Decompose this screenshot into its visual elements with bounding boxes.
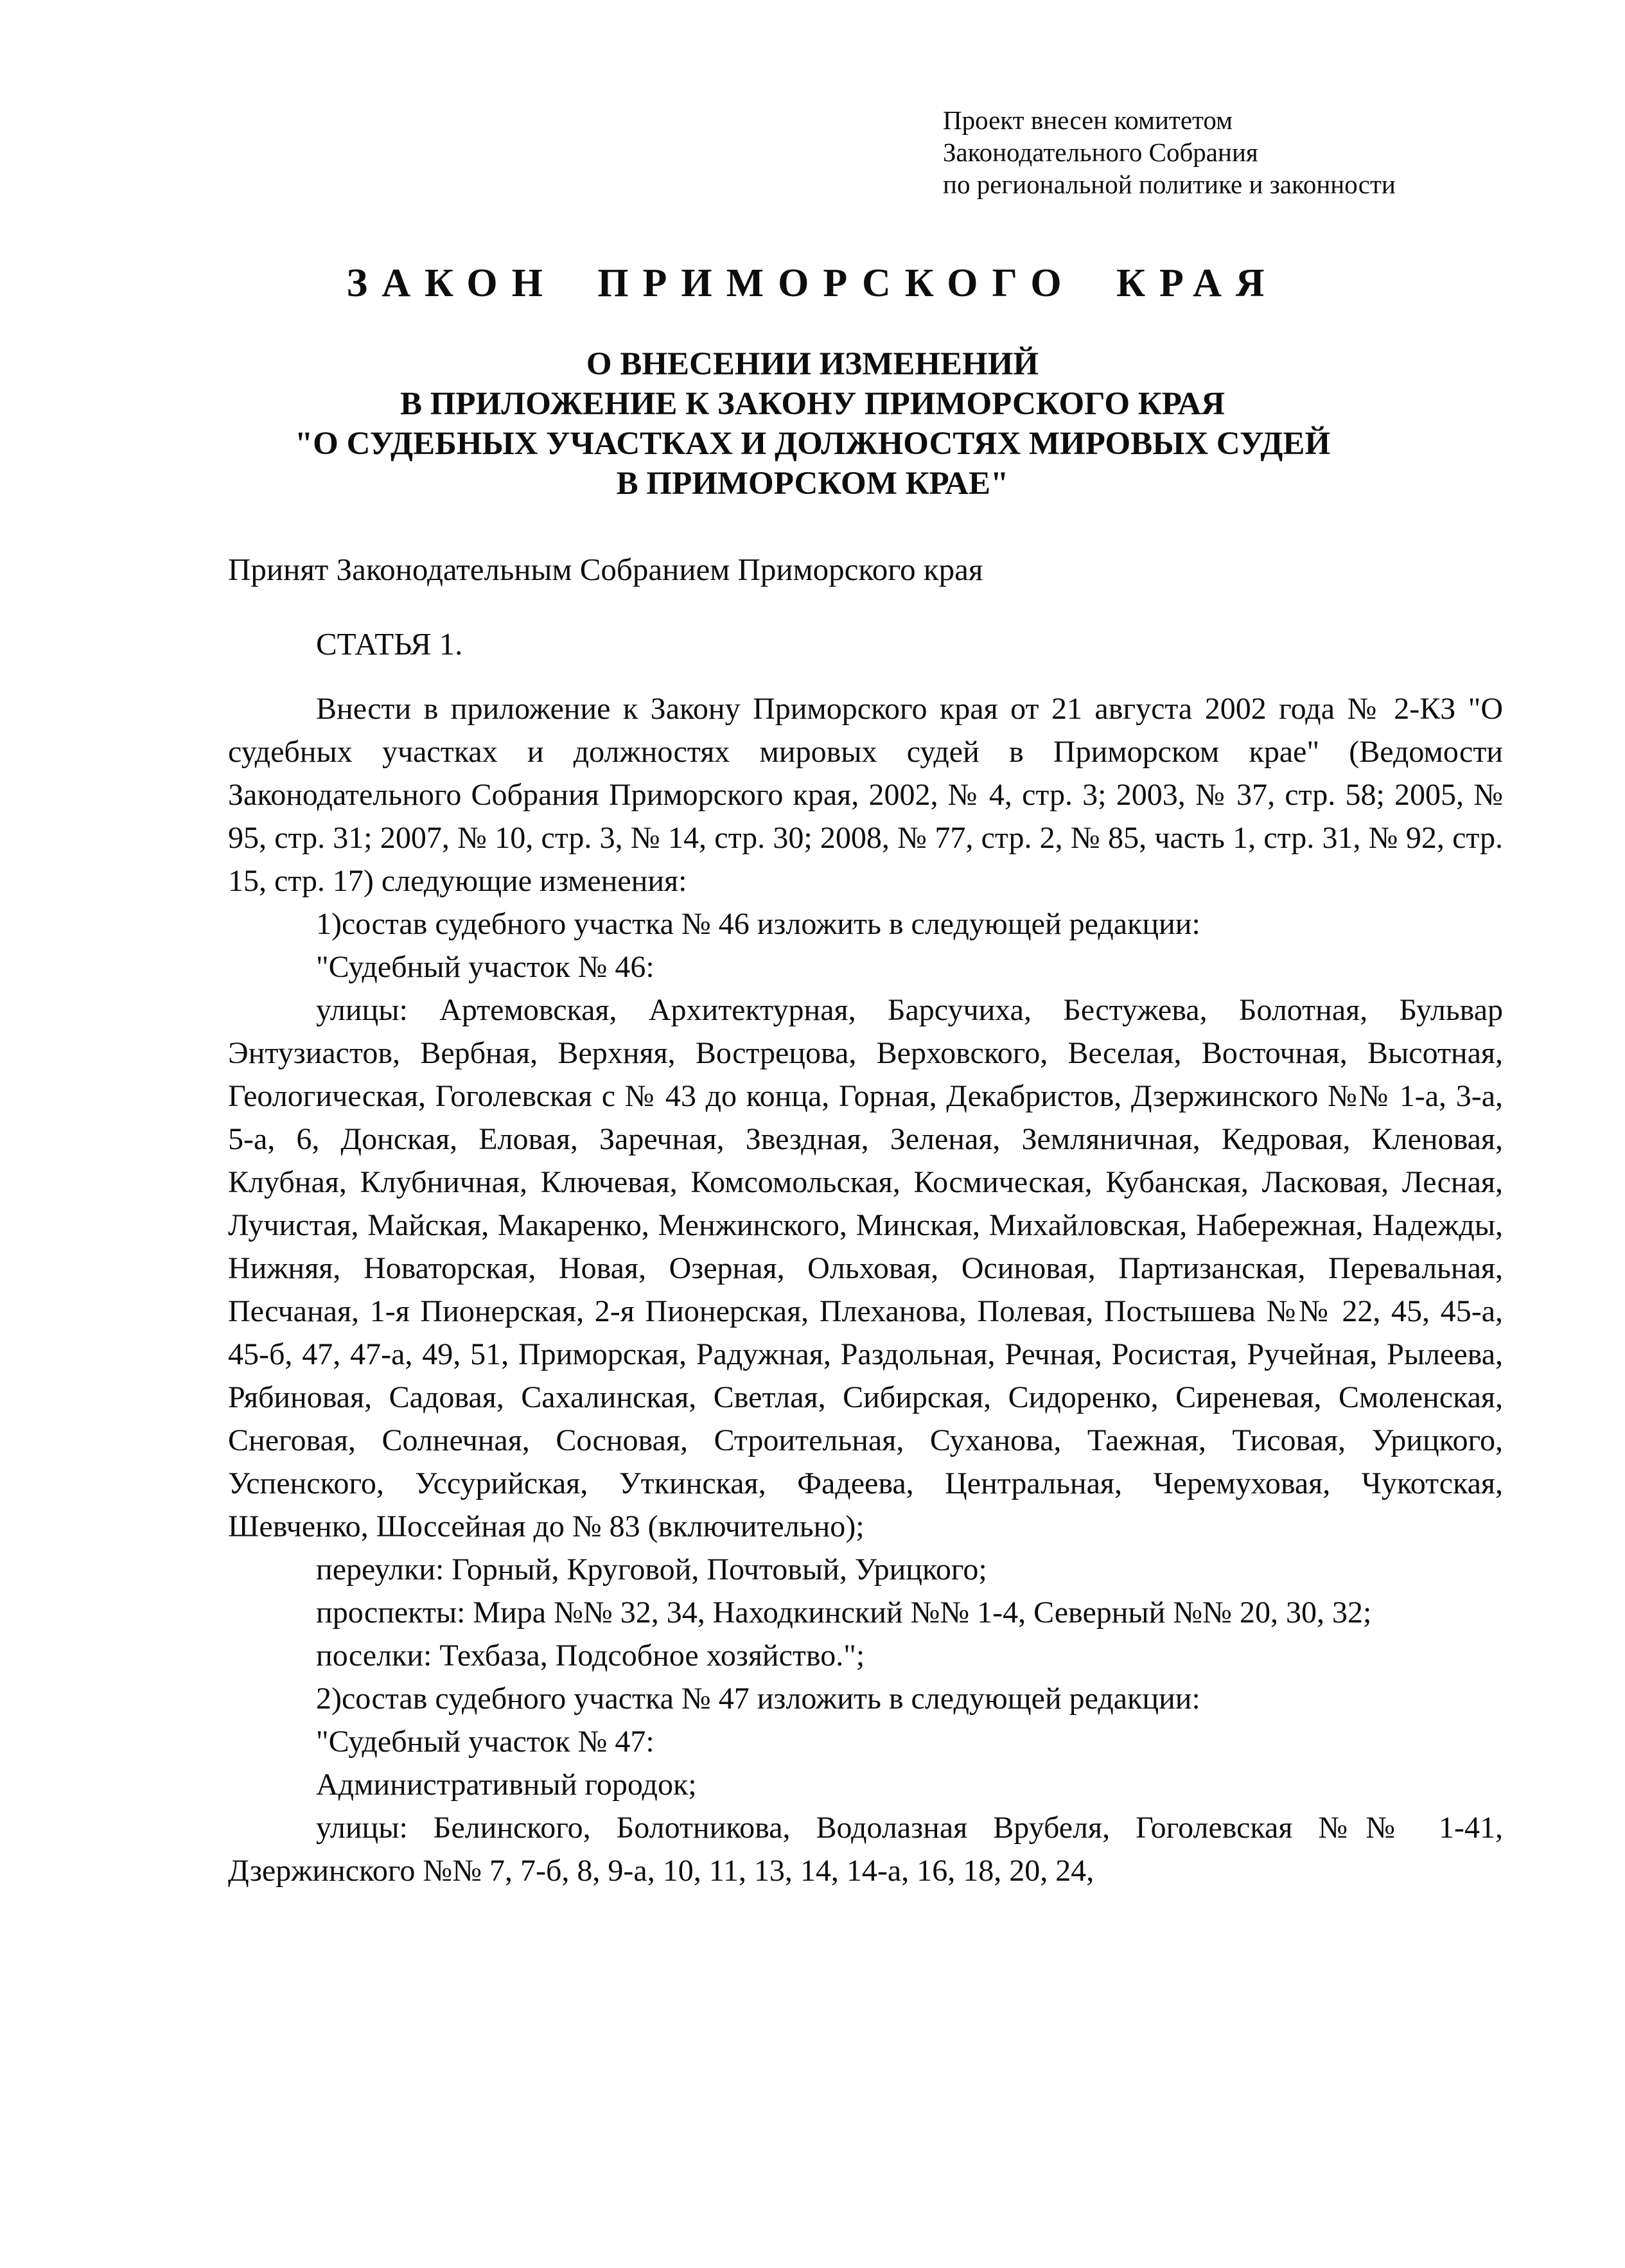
adopted-line: Принят Законодательным Собранием Приморского края [228, 552, 983, 587]
law-subtitle [90, 344, 1535, 504]
paragraph-item-1: 1)состав судебного участка № 46 изложить в следующей редакции: [316, 907, 1200, 941]
submission-note-line-2: Законодательного Собрания [943, 137, 1258, 167]
submission-note [943, 104, 1396, 200]
paragraph-item-2: 2)состав судебного участка № 47 изложить в следующей редакции: [316, 1682, 1200, 1716]
paragraph-precinct-46-avenues: проспекты: Мира №№ 32, 34, Находкинский №№ 1-4, Северный №№ 20, 30, 32; [316, 1596, 1372, 1630]
submission-note-line-1: Проект внесен комитетом [943, 105, 1233, 135]
law-subtitle-line-1: О ВНЕСЕНИИ ИЗМЕНЕНИЙ [586, 346, 1039, 382]
paragraph-amendment-intro: Внести в приложение к Закону Приморского края от 21 августа 2002 года № 2-КЗ "О судебных участках и должностях мировых судей в Приморском крае" (Ведомости Законодательного Собрания Приморского края, 2002, № 4, стр. 3; 2003, № 37, стр. 58; 2005, № 95, стр. 31; 2007, № 10, стр. 3, № 14, стр. 30; 2008, № 77, стр. 2, № 85, часть 1, стр. 31, № 92, стр. 15, стр. 17) следующие изменения: [228, 692, 1503, 898]
paragraph-precinct-46-settlements: поселки: Техбаза, Подсобное хозяйство."; [316, 1639, 865, 1673]
law-subtitle-line-4: В ПРИМОРСКОМ КРАЕ" [616, 466, 1009, 502]
law-subtitle-line-2: В ПРИЛОЖЕНИЕ К ЗАКОНУ ПРИМОРСКОГО КРАЯ [400, 386, 1225, 422]
paragraph-precinct-46-heading: "Судебный участок № 46: [316, 950, 654, 984]
paragraph-precinct-47-streets: улицы: Белинского, Болотникова, Водолазная Врубеля, Гоголевская №№ 1-41, Дзержинского №№ 7, 7-б, 8, 9-а, 10, 11, 13, 14, 14-а, 16, 18, 20, 24, [228, 1811, 1503, 1888]
paragraph-precinct-46-streets: улицы: Артемовская, Архитектурная, Барсучиха, Бестужева, Болотная, Бульвар Энтузиастов, Вербная, Верхняя, Вострецова, Верховского, Веселая, Восточная, Высотная, Геологическая, Гоголевская с № 43 до конца, Горная, Декабристов, Дзержинского №№ 1-а, 3-а, 5-а, 6, Донская, Еловая, Заречная, Звездная, Зеленая, Земляничная, Кедровая, Кленовая, Клубная, Клубничная, Ключевая, Комсомольская, Космическая, Кубанская, Ласковая, Лесная, Лучистая, Майская, Макаренко, Менжинского, Минская, Михайловская, Набережная, Надежды, Нижняя, Новаторская, Новая, Озерная, Ольховая, Осиновая, Партизанская, Перевальная, Песчаная, 1-я Пионерская, 2-я Пионерская, Плеханова, Полевая, Постышева №№ 22, 45, 45-а, 45-б, 47, 47-а, 49, 51, Приморская, Радужная, Раздольная, Речная, Росистая, Ручейная, Рылеева, Рябиновая, Садовая, Сахалинская, Светлая, Сибирская, Сидоренко, Сиреневая, Смоленская, Снеговая, Солнечная, Сосновая, Строительная, Суханова, Таежная, Тисовая, Урицкого, Успенского, Уссурийская, Уткинская, Фадеева, Центральная, Черемуховая, Чукотская, Шевченко, Шоссейная до № 83 (включительно); [228, 993, 1503, 1543]
paragraph-precinct-46-lanes: переулки: Горный, Круговой, Почтовый, Урицкого; [316, 1552, 987, 1587]
paragraph-precinct-47-heading: "Судебный участок № 47: [316, 1725, 654, 1759]
article-body [228, 687, 1503, 1892]
law-title: ЗАКОН ПРИМОРСКОГО КРАЯ [346, 261, 1279, 305]
law-subtitle-line-3: "О СУДЕБНЫХ УЧАСТКАХ И ДОЛЖНОСТЯХ МИРОВЫХ СУДЕЙ [294, 426, 1331, 462]
submission-note-line-3: по региональной политике и законности [943, 170, 1396, 199]
paragraph-precinct-47-admin-town: Административный городок; [316, 1768, 697, 1802]
article-heading: СТАТЬЯ 1. [316, 626, 463, 662]
